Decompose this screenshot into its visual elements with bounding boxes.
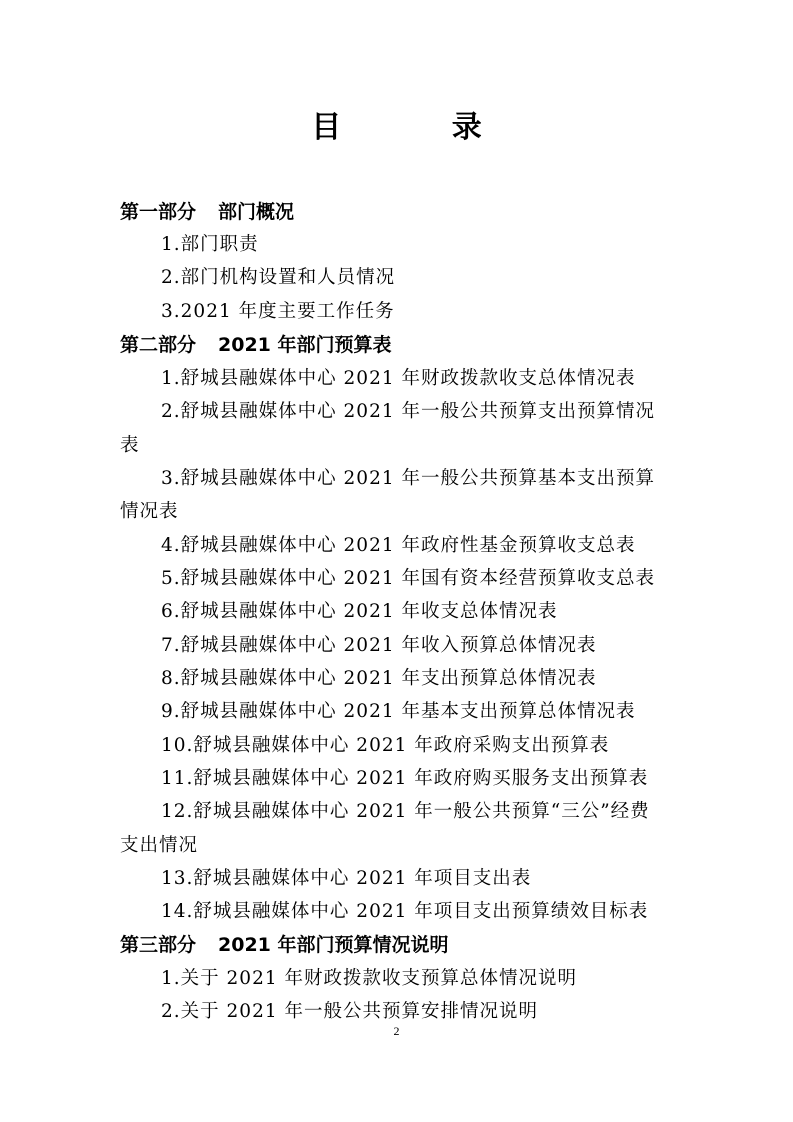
toc-item: 3.舒城县融媒体中心 2021 年一般公共预算基本支出预算 [161,468,655,489]
toc-item: 2.关于 2021 年一般公共预算安排情况说明 [161,1001,538,1022]
toc-item: 5.舒城县融媒体中心 2021 年国有资本经营预算收支总表 [161,568,655,589]
page-number: 2 [393,1024,400,1038]
toc-item: 7.舒城县融媒体中心 2021 年收入预算总体情况表 [161,635,597,656]
section-label: 第三部分 [120,934,197,956]
toc-item: 12.舒城县融媒体中心 2021 年一般公共预算“三公”经费 [161,801,650,822]
toc-item: 13.舒城县融媒体中心 2021 年项目支出表 [161,868,532,889]
toc-item-continuation: 表 [120,435,140,456]
toc-item: 14.舒城县融媒体中心 2021 年项目支出预算绩效目标表 [161,901,649,922]
section-label: 第一部分 [120,201,197,223]
toc-item: 8.舒城县融媒体中心 2021 年支出预算总体情况表 [161,668,597,689]
section-heading [120,197,294,227]
toc-item: 2.舒城县融媒体中心 2021 年一般公共预算支出预算情况 [161,401,655,422]
toc-item: 9.舒城县融媒体中心 2021 年基本支出预算总体情况表 [161,701,636,722]
toc-title: 目 录 [311,110,532,145]
toc-item: 11.舒城县融媒体中心 2021 年政府购买服务支出预算表 [161,768,649,789]
toc-item-continuation: 情况表 [120,501,179,522]
section-name: 2021 年部门预算表 [218,334,392,356]
toc-item-continuation: 支出情况 [120,835,199,856]
toc-item: 1.关于 2021 年财政拨款收支预算总体情况说明 [161,968,577,989]
toc-item: 3.2021 年度主要工作任务 [161,301,395,322]
section-name: 2021 年部门预算情况说明 [218,934,449,956]
toc-item: 1.舒城县融媒体中心 2021 年财政拨款收支总体情况表 [161,368,636,389]
section-heading [120,930,449,960]
section-label: 第二部分 [120,334,197,356]
toc-item: 10.舒城县融媒体中心 2021 年政府采购支出预算表 [161,735,610,756]
section-heading [120,330,392,360]
toc-item: 1.部门职责 [161,234,259,255]
toc-item: 4.舒城县融媒体中心 2021 年政府性基金预算收支总表 [161,535,636,556]
toc-item: 6.舒城县融媒体中心 2021 年收支总体情况表 [161,601,558,622]
toc-item: 2.部门机构设置和人员情况 [161,267,396,288]
section-name: 部门概况 [218,201,295,223]
